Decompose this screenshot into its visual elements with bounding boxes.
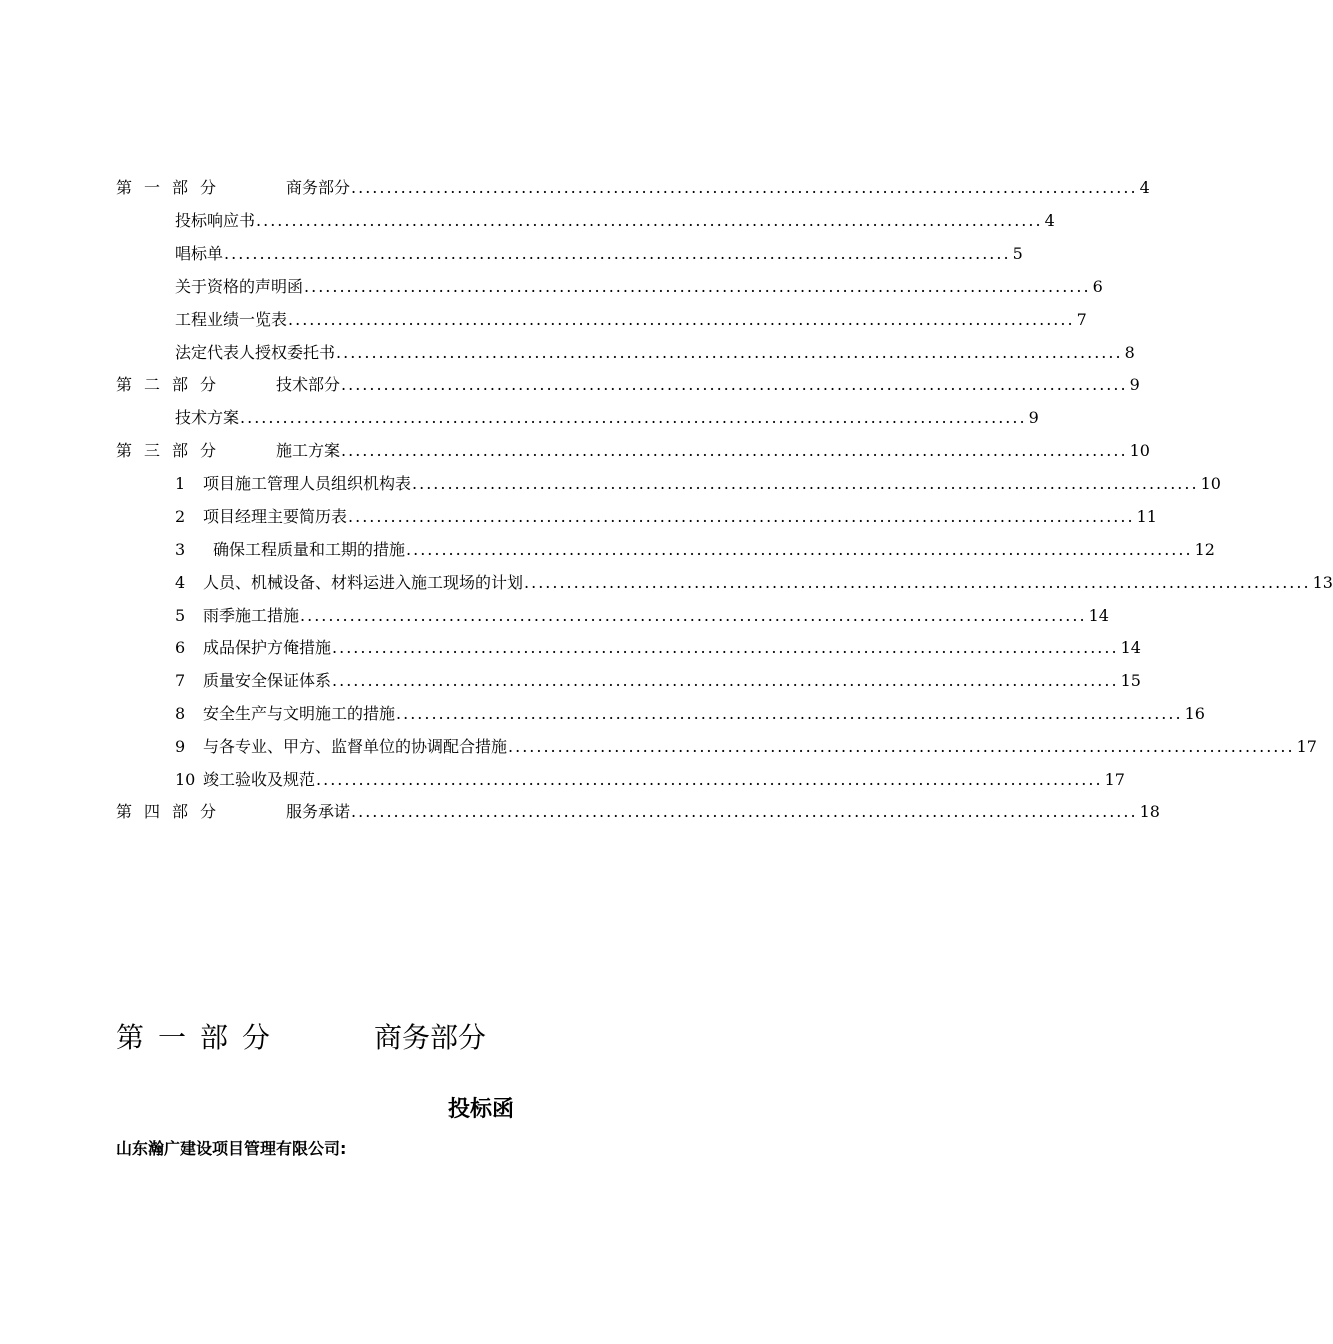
toc-page-number: 17	[1296, 737, 1317, 756]
toc-item-row[interactable]	[175, 534, 1215, 560]
toc-item-title: 质量安全保证体系	[203, 671, 332, 690]
toc-leader: ...............................................................................................................	[508, 737, 1295, 756]
toc-item-number: 8	[175, 704, 186, 723]
toc-item-row[interactable]	[175, 567, 1333, 593]
toc-item-row[interactable]	[175, 731, 1317, 757]
toc-leader: ...............................................................................................................	[316, 770, 1103, 789]
toc-item-row[interactable]	[175, 304, 1087, 330]
toc-part-title: 施工方案	[276, 441, 341, 460]
toc-item-row[interactable]	[175, 665, 1141, 691]
toc-page-number: 4	[1044, 211, 1055, 230]
toc-page-number: 13	[1312, 573, 1333, 592]
toc-part-title: 服务承诺	[286, 802, 351, 821]
toc-part-title: 技术部分	[276, 375, 341, 394]
toc-item-title: 投标响应书	[175, 211, 256, 230]
toc-part-row[interactable]	[116, 435, 1150, 461]
toc-page-number: 12	[1194, 540, 1215, 559]
toc-item-title: 工程业绩一览表	[175, 310, 288, 329]
toc-part-row[interactable]	[116, 172, 1150, 198]
toc-page-number: 18	[1139, 802, 1160, 821]
toc-item-number: 2	[175, 507, 186, 526]
toc-leader: ...............................................................................................................	[332, 671, 1119, 690]
toc-page-number: 16	[1184, 704, 1205, 723]
toc-item-title: 安全生产与文明施工的措施	[203, 704, 396, 723]
toc-leader: ...............................................................................................................	[332, 638, 1119, 657]
toc-item-row[interactable]	[175, 698, 1205, 724]
section-heading	[116, 1018, 486, 1058]
toc-item-number: 7	[175, 671, 186, 690]
toc-item-row[interactable]	[175, 764, 1125, 790]
toc-item-number: 9	[175, 737, 186, 756]
toc-page-number: 14	[1088, 606, 1109, 625]
toc-leader: ...............................................................................................................	[304, 277, 1091, 296]
toc-leader: ...............................................................................................................	[300, 606, 1087, 625]
toc-item-title: 技术方案	[175, 408, 240, 427]
toc-item-row[interactable]	[175, 337, 1135, 363]
toc-item-title: 项目经理主要简历表	[203, 507, 348, 526]
toc-item-row[interactable]	[175, 271, 1103, 297]
toc-page-number: 14	[1120, 638, 1141, 657]
toc-item-row[interactable]	[175, 632, 1141, 658]
toc-part-label: 第四部分	[116, 802, 229, 821]
toc-item-number: 6	[175, 638, 186, 657]
toc-item-title: 唱标单	[175, 244, 224, 263]
toc-item-row[interactable]	[175, 600, 1109, 626]
toc-part-row[interactable]	[116, 369, 1140, 395]
toc-page-number: 10	[1129, 441, 1150, 460]
toc-leader: ...............................................................................................................	[412, 474, 1199, 493]
toc-leader: ...............................................................................................................	[348, 507, 1135, 526]
toc-page-number: 6	[1092, 277, 1103, 296]
toc-item-title: 竣工验收及规范	[203, 770, 316, 789]
toc-item-number: 4	[175, 573, 186, 592]
toc-part-label: 第一部分	[116, 178, 229, 197]
toc-item-row[interactable]	[175, 468, 1221, 494]
toc-part-label: 第二部分	[116, 375, 229, 394]
toc-leader: ...............................................................................................................	[351, 802, 1138, 821]
toc-item-title: 关于资格的声明函	[175, 277, 304, 296]
toc-part-title: 商务部分	[286, 178, 351, 197]
toc-leader: ...............................................................................................................	[341, 375, 1128, 394]
toc-leader: ...............................................................................................................	[256, 211, 1043, 230]
toc-item-title: 成品保护方俺措施	[203, 638, 332, 657]
toc-item-title: 确保工程质量和工期的措施	[213, 540, 406, 559]
toc-leader: ...............................................................................................................	[240, 408, 1027, 427]
toc-leader: ...............................................................................................................	[341, 441, 1128, 460]
toc-leader: ...............................................................................................................	[524, 573, 1311, 592]
toc-leader: ...............................................................................................................	[351, 178, 1138, 197]
toc-page-number: 5	[1012, 244, 1023, 263]
toc-item-row[interactable]	[175, 205, 1055, 231]
toc-leader: ...............................................................................................................	[288, 310, 1075, 329]
toc-item-title: 人员、机械设备、材料运进入施工现场的计划	[203, 573, 524, 592]
toc-part-row[interactable]	[116, 796, 1160, 822]
toc-item-row[interactable]	[175, 402, 1039, 428]
toc-item-title: 与各专业、甲方、监督单位的协调配合措施	[203, 737, 508, 756]
toc-part-label: 第三部分	[116, 441, 229, 460]
toc-page-number: 7	[1076, 310, 1087, 329]
toc-page-number: 8	[1124, 343, 1135, 362]
toc-item-number: 1	[175, 474, 186, 493]
toc-item-title: 法定代表人授权委托书	[175, 343, 336, 362]
toc-item-number: 10	[175, 770, 196, 789]
toc-page-number: 17	[1104, 770, 1125, 789]
toc-item-row[interactable]	[175, 501, 1157, 527]
toc-page-number: 11	[1136, 507, 1157, 526]
toc-page-number: 9	[1129, 375, 1140, 394]
toc-leader: ...............................................................................................................	[396, 704, 1183, 723]
toc-item-row[interactable]	[175, 238, 1023, 264]
toc-item-title: 项目施工管理人员组织机构表	[203, 474, 412, 493]
toc-leader: ...............................................................................................................	[336, 343, 1123, 362]
toc-page-number: 10	[1200, 474, 1221, 493]
document-title: 投标函	[447, 1097, 514, 1122]
letter-addressee: 山东瀚广建设项目管理有限公司:	[116, 1139, 347, 1158]
toc-item-title: 雨季施工措施	[203, 606, 300, 625]
toc-item-number: 5	[175, 606, 186, 625]
toc-page-number: 15	[1120, 671, 1141, 690]
toc-page-number: 4	[1139, 178, 1150, 197]
section-part-title: 商务部分	[374, 1021, 487, 1054]
toc-item-number: 3	[175, 540, 186, 559]
toc-leader: ...............................................................................................................	[406, 540, 1193, 559]
toc-page-number: 9	[1028, 408, 1039, 427]
section-part-label: 第一部分	[116, 1021, 285, 1054]
toc-leader: ...............................................................................................................	[224, 244, 1011, 263]
